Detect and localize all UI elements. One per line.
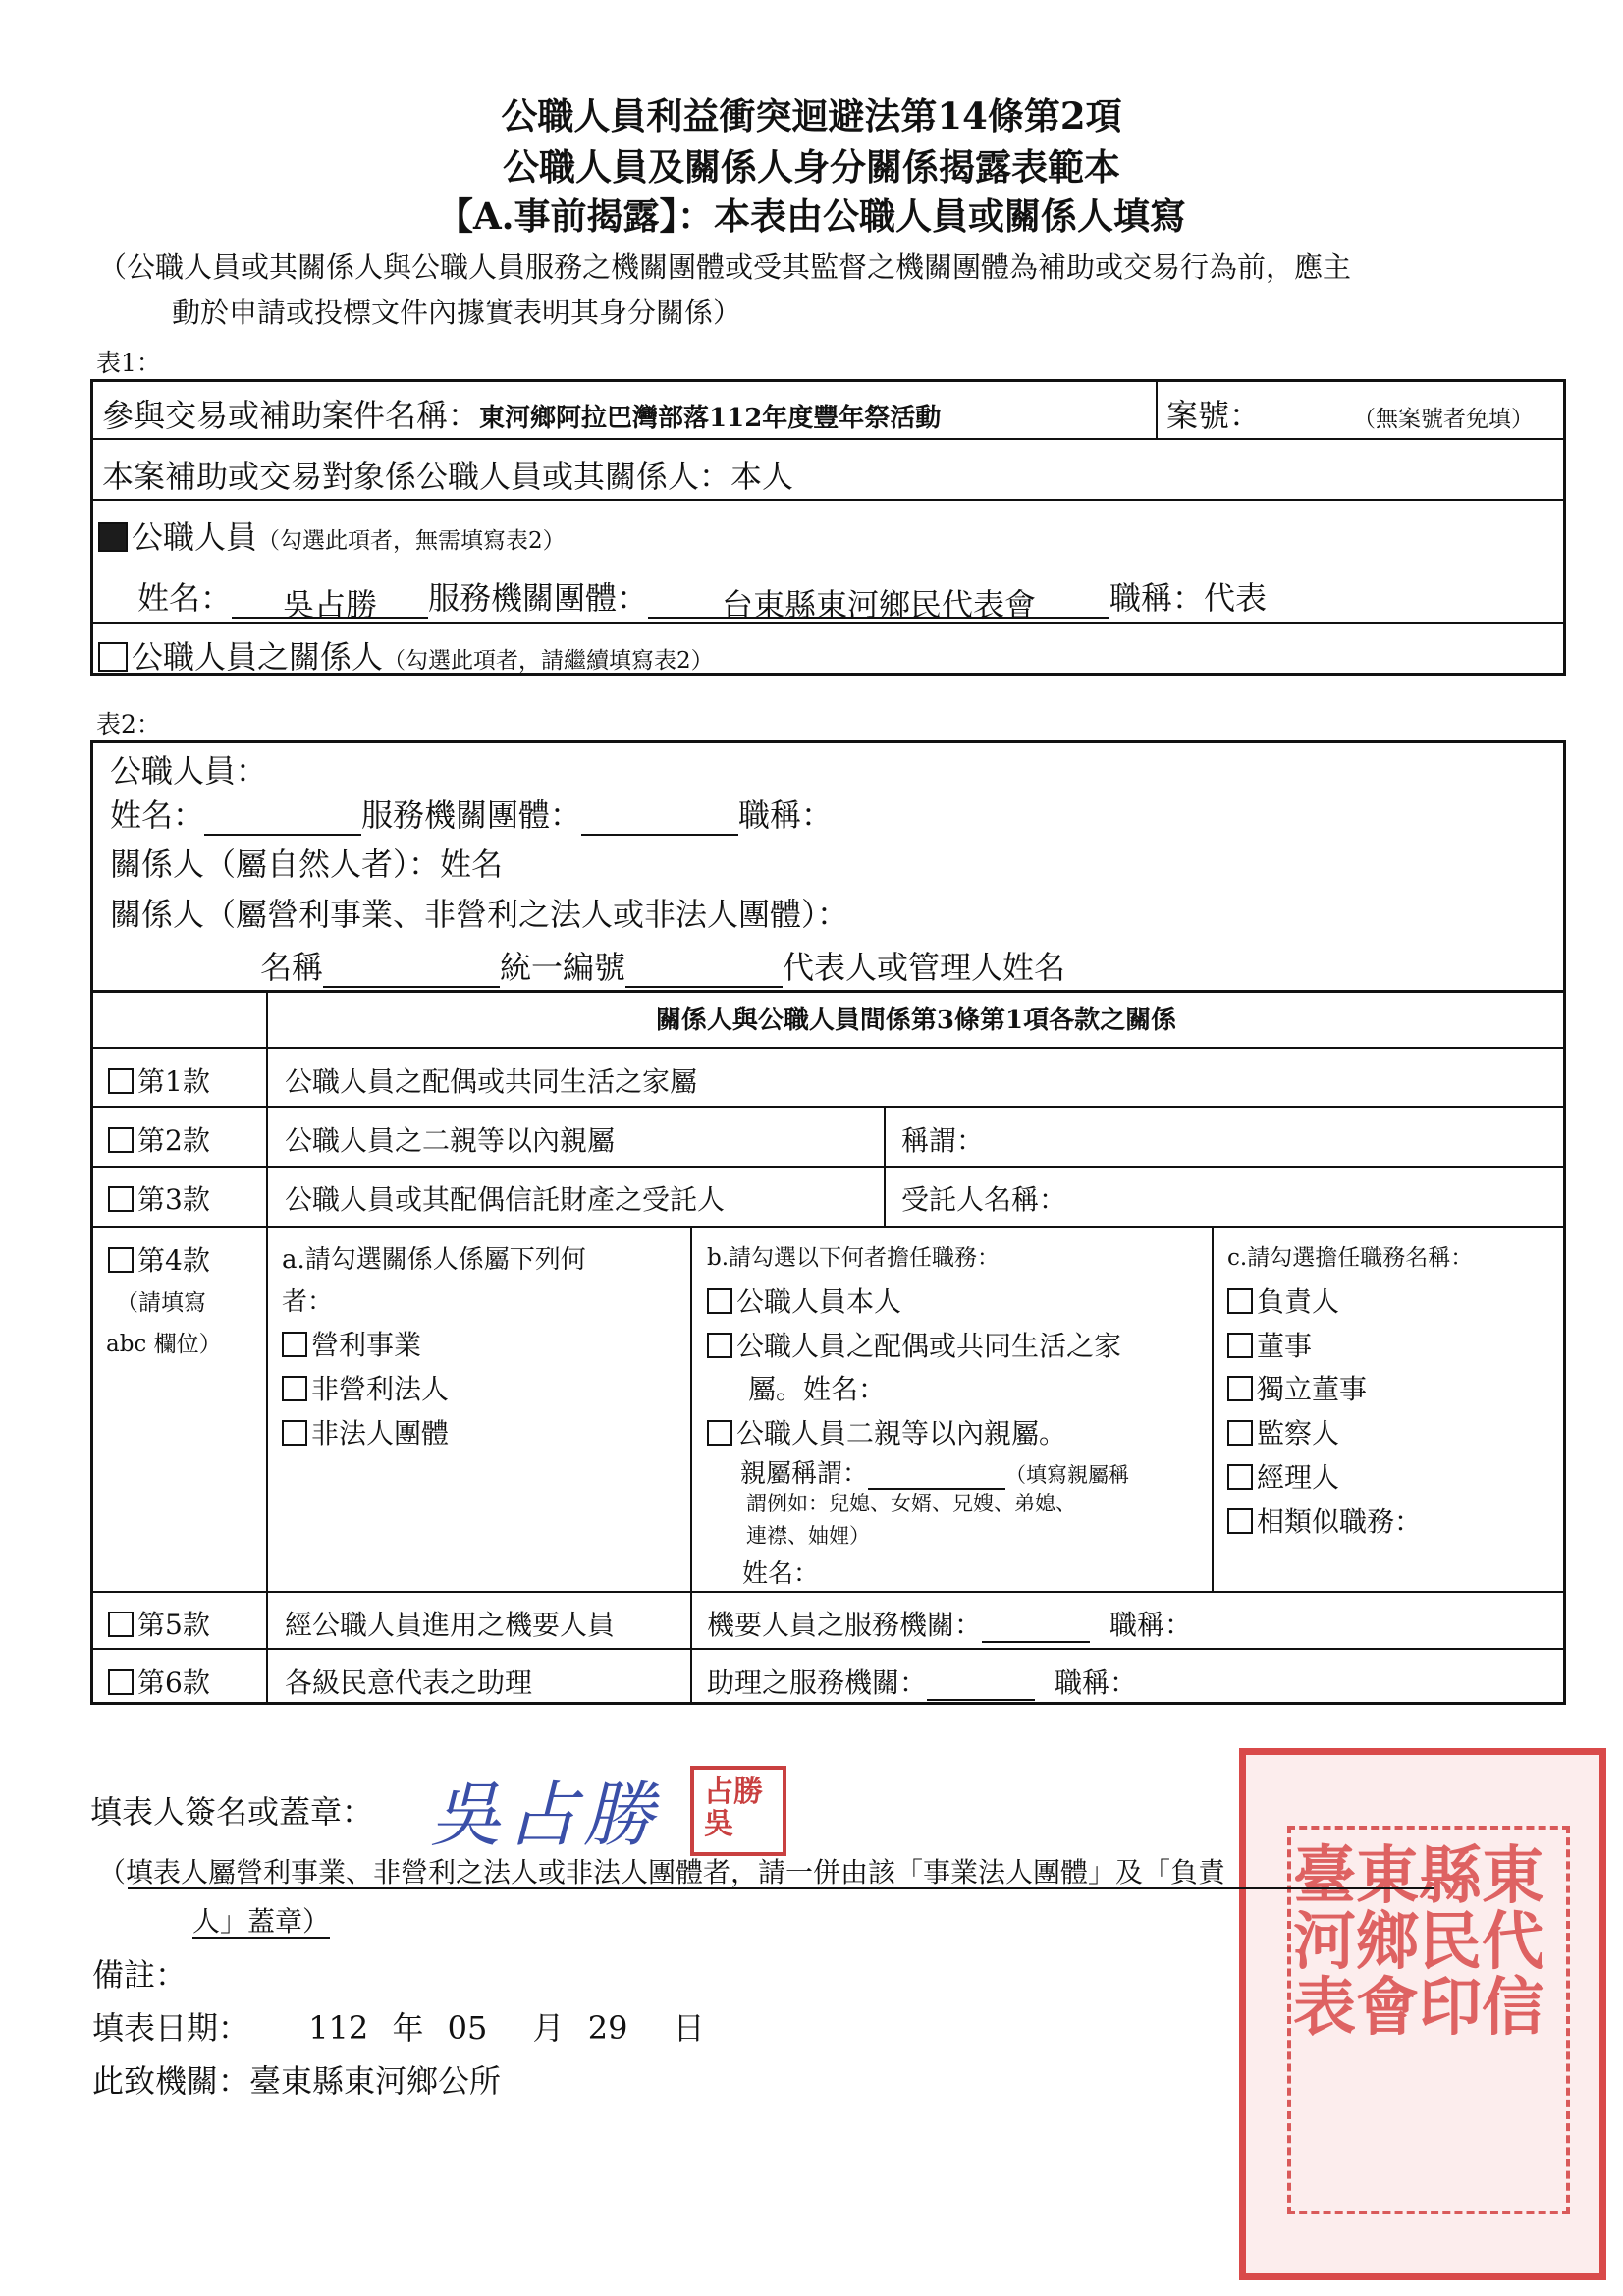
- option-relative-note: （勾選此項者，請繼續填寫表2）: [383, 648, 714, 674]
- k4c-opt: [1227, 1325, 1312, 1364]
- clause5-org-field[interactable]: [982, 1610, 1090, 1643]
- divider: [90, 499, 1566, 501]
- k4b-rel-note: （填寫親屬稱: [1005, 1463, 1130, 1487]
- option-official-label: 公職人員: [132, 519, 258, 556]
- clause6-checkbox[interactable]: [108, 1669, 134, 1695]
- date-day-unit: 日: [673, 2009, 705, 2047]
- form-title-main: 公職人員及關係人身分關係揭露表範本: [503, 145, 1120, 189]
- clause5-extra: [707, 1604, 1192, 1643]
- title-field[interactable]: 代表: [1204, 579, 1268, 617]
- k4a-opt-label: 非法人團體: [311, 1417, 450, 1449]
- org-field[interactable]: 台東縣東河鄉民代表會: [648, 580, 1109, 619]
- clause2: [108, 1120, 210, 1159]
- clause1-checkbox[interactable]: [108, 1068, 134, 1094]
- k4a-checkbox-nonprofit[interactable]: [282, 1376, 307, 1401]
- footer-note-underline2: [192, 1937, 330, 1939]
- k4c-opt-label: 董事: [1257, 1330, 1313, 1362]
- clause5-org-label: 機要人員之服務機關：: [707, 1609, 983, 1641]
- divider: [90, 438, 1566, 440]
- rel-name-field[interactable]: [323, 950, 500, 988]
- case-no-note: （無案號者免填）: [1353, 407, 1534, 432]
- relative-checkbox[interactable]: [98, 642, 128, 672]
- name-label: 姓名：: [137, 579, 233, 617]
- option-official-row: [98, 513, 566, 558]
- grid-header: 關係人與公職人員間係第3條第1項各款之關係: [655, 1006, 1177, 1035]
- clause3-desc: 公職人員或其配偶信託財產之受託人: [285, 1183, 726, 1216]
- k4b-name-label: 姓名：: [742, 1559, 820, 1589]
- date-month[interactable]: 05: [447, 2009, 488, 2047]
- header-note-line1: （公職人員或其關係人與公職人員服務之機關團體或受其監督之機關團體為補助或交易行為前，應主: [98, 250, 1352, 284]
- k4b-rel-row: [740, 1453, 1129, 1490]
- clause5: [108, 1604, 210, 1643]
- divider: [884, 1106, 886, 1226]
- k4c-checkbox-similar[interactable]: [1227, 1508, 1253, 1534]
- table2-label: 表2：: [96, 710, 161, 738]
- addressee-value: 臺東縣東河鄉公所: [249, 2062, 502, 2100]
- t2-org-label: 服務機關團體：: [361, 796, 582, 834]
- t2-rel-legal-row: [260, 943, 1065, 988]
- k4b-opt3: [707, 1412, 1066, 1451]
- k4b-checkbox-self[interactable]: [707, 1288, 732, 1314]
- k4c-title: c.請勾選擔任職務名稱：: [1227, 1245, 1474, 1271]
- k4a-title1: a.請勾選關係人係屬下列何: [282, 1245, 586, 1275]
- divider: [690, 1226, 692, 1705]
- clause1-label: 第1款: [137, 1066, 210, 1098]
- case-name-row: [102, 391, 941, 436]
- clause6-label: 第6款: [137, 1667, 210, 1699]
- k4a-opt-nonprofit: [282, 1368, 449, 1407]
- official-info-row: [137, 574, 1268, 625]
- k4c-opt-label: 經理人: [1257, 1461, 1340, 1494]
- k4a-opt-label: 營利事業: [311, 1329, 422, 1361]
- subject-row: [102, 452, 793, 497]
- option-official-note: （勾選此項者，無需填寫表2）: [257, 528, 566, 554]
- k4b-opt2: [707, 1325, 1121, 1364]
- footer-note-line2: 人」蓋章）: [192, 1905, 331, 1938]
- k4b-opt2-cont: 屬。姓名：: [748, 1373, 887, 1405]
- rel-id-label: 統一編號: [500, 949, 626, 986]
- k4c-opt: [1227, 1456, 1339, 1496]
- divider: [266, 990, 268, 1705]
- k4b-checkbox-spouse[interactable]: [707, 1333, 732, 1358]
- rel-rep-label: 代表人或管理人姓名: [783, 949, 1066, 986]
- divider: [90, 1591, 1566, 1593]
- clause1: [108, 1061, 210, 1100]
- clause3-label: 第3款: [137, 1183, 210, 1216]
- clause5-desc: 經公職人員進用之機要人員: [285, 1609, 616, 1641]
- k4c-opt: [1227, 1281, 1339, 1320]
- t2-org-field[interactable]: [581, 797, 738, 836]
- option-relative-row: [98, 632, 714, 678]
- stamp-text: 臺東縣東河鄉民代表會印信: [1293, 1839, 1544, 2046]
- case-name-label: 參與交易或補助案件名稱：: [102, 397, 480, 434]
- option-relative-label: 公職人員之關係人: [132, 638, 384, 676]
- k4b-checkbox-relative[interactable]: [707, 1420, 732, 1446]
- k4b-opt1-label: 公職人員本人: [736, 1285, 902, 1318]
- k4c-checkbox-supervisor[interactable]: [1227, 1420, 1253, 1446]
- k4a-opt-forprofit: [282, 1324, 421, 1363]
- k4b-rel-label: 親屬稱謂：: [740, 1459, 869, 1489]
- addressee-label: 此致機關：: [92, 2062, 250, 2100]
- k4b-opt2-label: 公職人員之配偶或共同生活之家: [736, 1330, 1122, 1362]
- k4a-opt-unincorporated: [282, 1412, 449, 1451]
- k4c-checkbox-manager[interactable]: [1227, 1464, 1253, 1490]
- t2-rel-legal: 關係人（屬營利事業、非營利之法人或非法人團體）：: [110, 896, 849, 933]
- divider: [1212, 1226, 1214, 1591]
- k4c-checkbox-independent-director[interactable]: [1227, 1376, 1253, 1401]
- date-day[interactable]: 29: [587, 2009, 628, 2047]
- footer-note-line1: （填表人屬營利事業、非營利之法人或非法人團體者，請一併由該「事業法人團體」及「負責: [98, 1856, 1226, 1888]
- clause6-title-label: 職稱：: [1055, 1667, 1138, 1699]
- k4c-opt-label: 獨立董事: [1257, 1373, 1368, 1405]
- date-label: 填表日期：: [92, 2009, 250, 2047]
- clause4-note2: abc 欄位）: [106, 1332, 222, 1357]
- t2-name-field[interactable]: [204, 797, 361, 836]
- k4c-opt-label: 監察人: [1257, 1417, 1340, 1449]
- k4b-rel-note3: 連襟、妯娌）: [746, 1524, 870, 1548]
- clause2-desc: 公職人員之二親等以內親屬: [285, 1124, 616, 1157]
- subject-label: 本案補助或交易對象係公職人員或其關係人：: [102, 458, 731, 495]
- k4c-checkbox-owner[interactable]: [1227, 1288, 1253, 1314]
- clause5-checkbox[interactable]: [108, 1612, 134, 1637]
- form-title-law: 公職人員利益衝突迴避法第14條第2項: [501, 94, 1122, 137]
- addressee-row: [92, 2056, 501, 2102]
- t2-official-row: [110, 791, 833, 836]
- remark-label: 備註：: [92, 1956, 188, 1994]
- sign-label: 填表人簽名或蓋章：: [90, 1793, 374, 1831]
- table1-label: 表1：: [96, 349, 161, 377]
- official-checkbox-checked[interactable]: [98, 522, 128, 552]
- k4b-rel-note2: 謂例如：兒媳、女婿、兄嫂、弟媳、: [746, 1492, 1076, 1515]
- k4c-opt-label: 相類似職務：: [1257, 1505, 1423, 1538]
- divider: [90, 1648, 1566, 1650]
- clause2-label: 第2款: [137, 1124, 210, 1157]
- date-year-unit: 年: [392, 2009, 424, 2047]
- k4b-opt1: [707, 1281, 901, 1320]
- header-note-line2: 動於申請或投標文件內據實表明其身分關係）: [172, 296, 742, 329]
- personal-seal-stamp: [690, 1766, 786, 1856]
- clause6-org-label: 助理之服務機關：: [707, 1667, 928, 1699]
- divider: [90, 1166, 1566, 1168]
- clause4-checkbox[interactable]: [108, 1247, 134, 1273]
- k4c-checkbox-director[interactable]: [1227, 1333, 1253, 1358]
- divider: [90, 1047, 1566, 1049]
- clause1-desc: 公職人員之配偶或共同生活之家屬: [285, 1066, 698, 1098]
- rel-name-label: 名稱: [260, 949, 324, 986]
- official-seal-stamp: [1239, 1748, 1606, 2280]
- footer-note-underline: [128, 1887, 1434, 1889]
- k4a-checkbox-forprofit[interactable]: [282, 1332, 307, 1357]
- k4a-checkbox-unincorporated[interactable]: [282, 1420, 307, 1446]
- date-month-unit: 月: [532, 2009, 565, 2047]
- form-title-section: 【A.事前揭露】：本表由公職人員或關係人填寫: [436, 194, 1187, 238]
- title-label: 職稱：: [1109, 579, 1205, 617]
- clause6-desc: 各級民意代表之助理: [285, 1667, 533, 1699]
- date-row: [92, 2003, 705, 2049]
- clause4-label: 第4款: [137, 1244, 210, 1277]
- case-name-value[interactable]: 東河鄉阿拉巴灣部落112年度豐年祭活動: [479, 404, 942, 433]
- t2-name-label: 姓名：: [110, 796, 205, 834]
- subject-value[interactable]: 本人: [730, 458, 794, 495]
- k4a-title2: 者：: [282, 1287, 334, 1317]
- k4b-title: b.請勾選以下何者擔任職務：: [707, 1245, 1001, 1271]
- k4a-opt-label: 非營利法人: [311, 1373, 450, 1405]
- personal-seal-text: 占勝吳: [704, 1775, 763, 1841]
- clause3: [108, 1178, 210, 1218]
- rel-id-field[interactable]: [625, 950, 783, 988]
- t2-rel-natural: 關係人（屬自然人者）：姓名: [110, 846, 504, 883]
- name-field[interactable]: 吳占勝: [232, 580, 428, 619]
- k4c-opt: [1227, 1412, 1339, 1451]
- t2-title-label: 職稱：: [738, 796, 834, 834]
- date-year[interactable]: 112: [308, 2009, 369, 2047]
- clause2-checkbox[interactable]: [108, 1127, 134, 1153]
- divider: [90, 1226, 1566, 1228]
- k4c-opt: [1227, 1501, 1422, 1540]
- clause6-extra: [707, 1662, 1137, 1701]
- clause2-extra: 稱謂：: [901, 1124, 985, 1157]
- k4c-opt-label: 負責人: [1257, 1285, 1340, 1318]
- case-no-label: 案號：: [1166, 397, 1262, 434]
- k4b-opt3-label: 公職人員二親等以內親屬。: [736, 1417, 1067, 1449]
- k4b-rel-field[interactable]: [868, 1458, 1005, 1490]
- t2-official-label: 公職人員：: [110, 752, 268, 790]
- clause3-extra: 受託人名稱：: [901, 1183, 1067, 1216]
- clause6: [108, 1662, 210, 1701]
- k4c-opt: [1227, 1368, 1367, 1407]
- divider: [90, 1106, 1566, 1108]
- clause6-org-field[interactable]: [927, 1667, 1035, 1701]
- clause5-title-label: 職稱：: [1109, 1609, 1193, 1641]
- clause5-label: 第5款: [137, 1609, 210, 1641]
- clause4-note1: （請填寫: [116, 1290, 206, 1316]
- signature[interactable]: 吳占勝: [430, 1774, 661, 1856]
- clause3-checkbox[interactable]: [108, 1186, 134, 1212]
- divider: [1156, 379, 1158, 438]
- clause4: [108, 1239, 210, 1279]
- org-label: 服務機關團體：: [428, 579, 649, 617]
